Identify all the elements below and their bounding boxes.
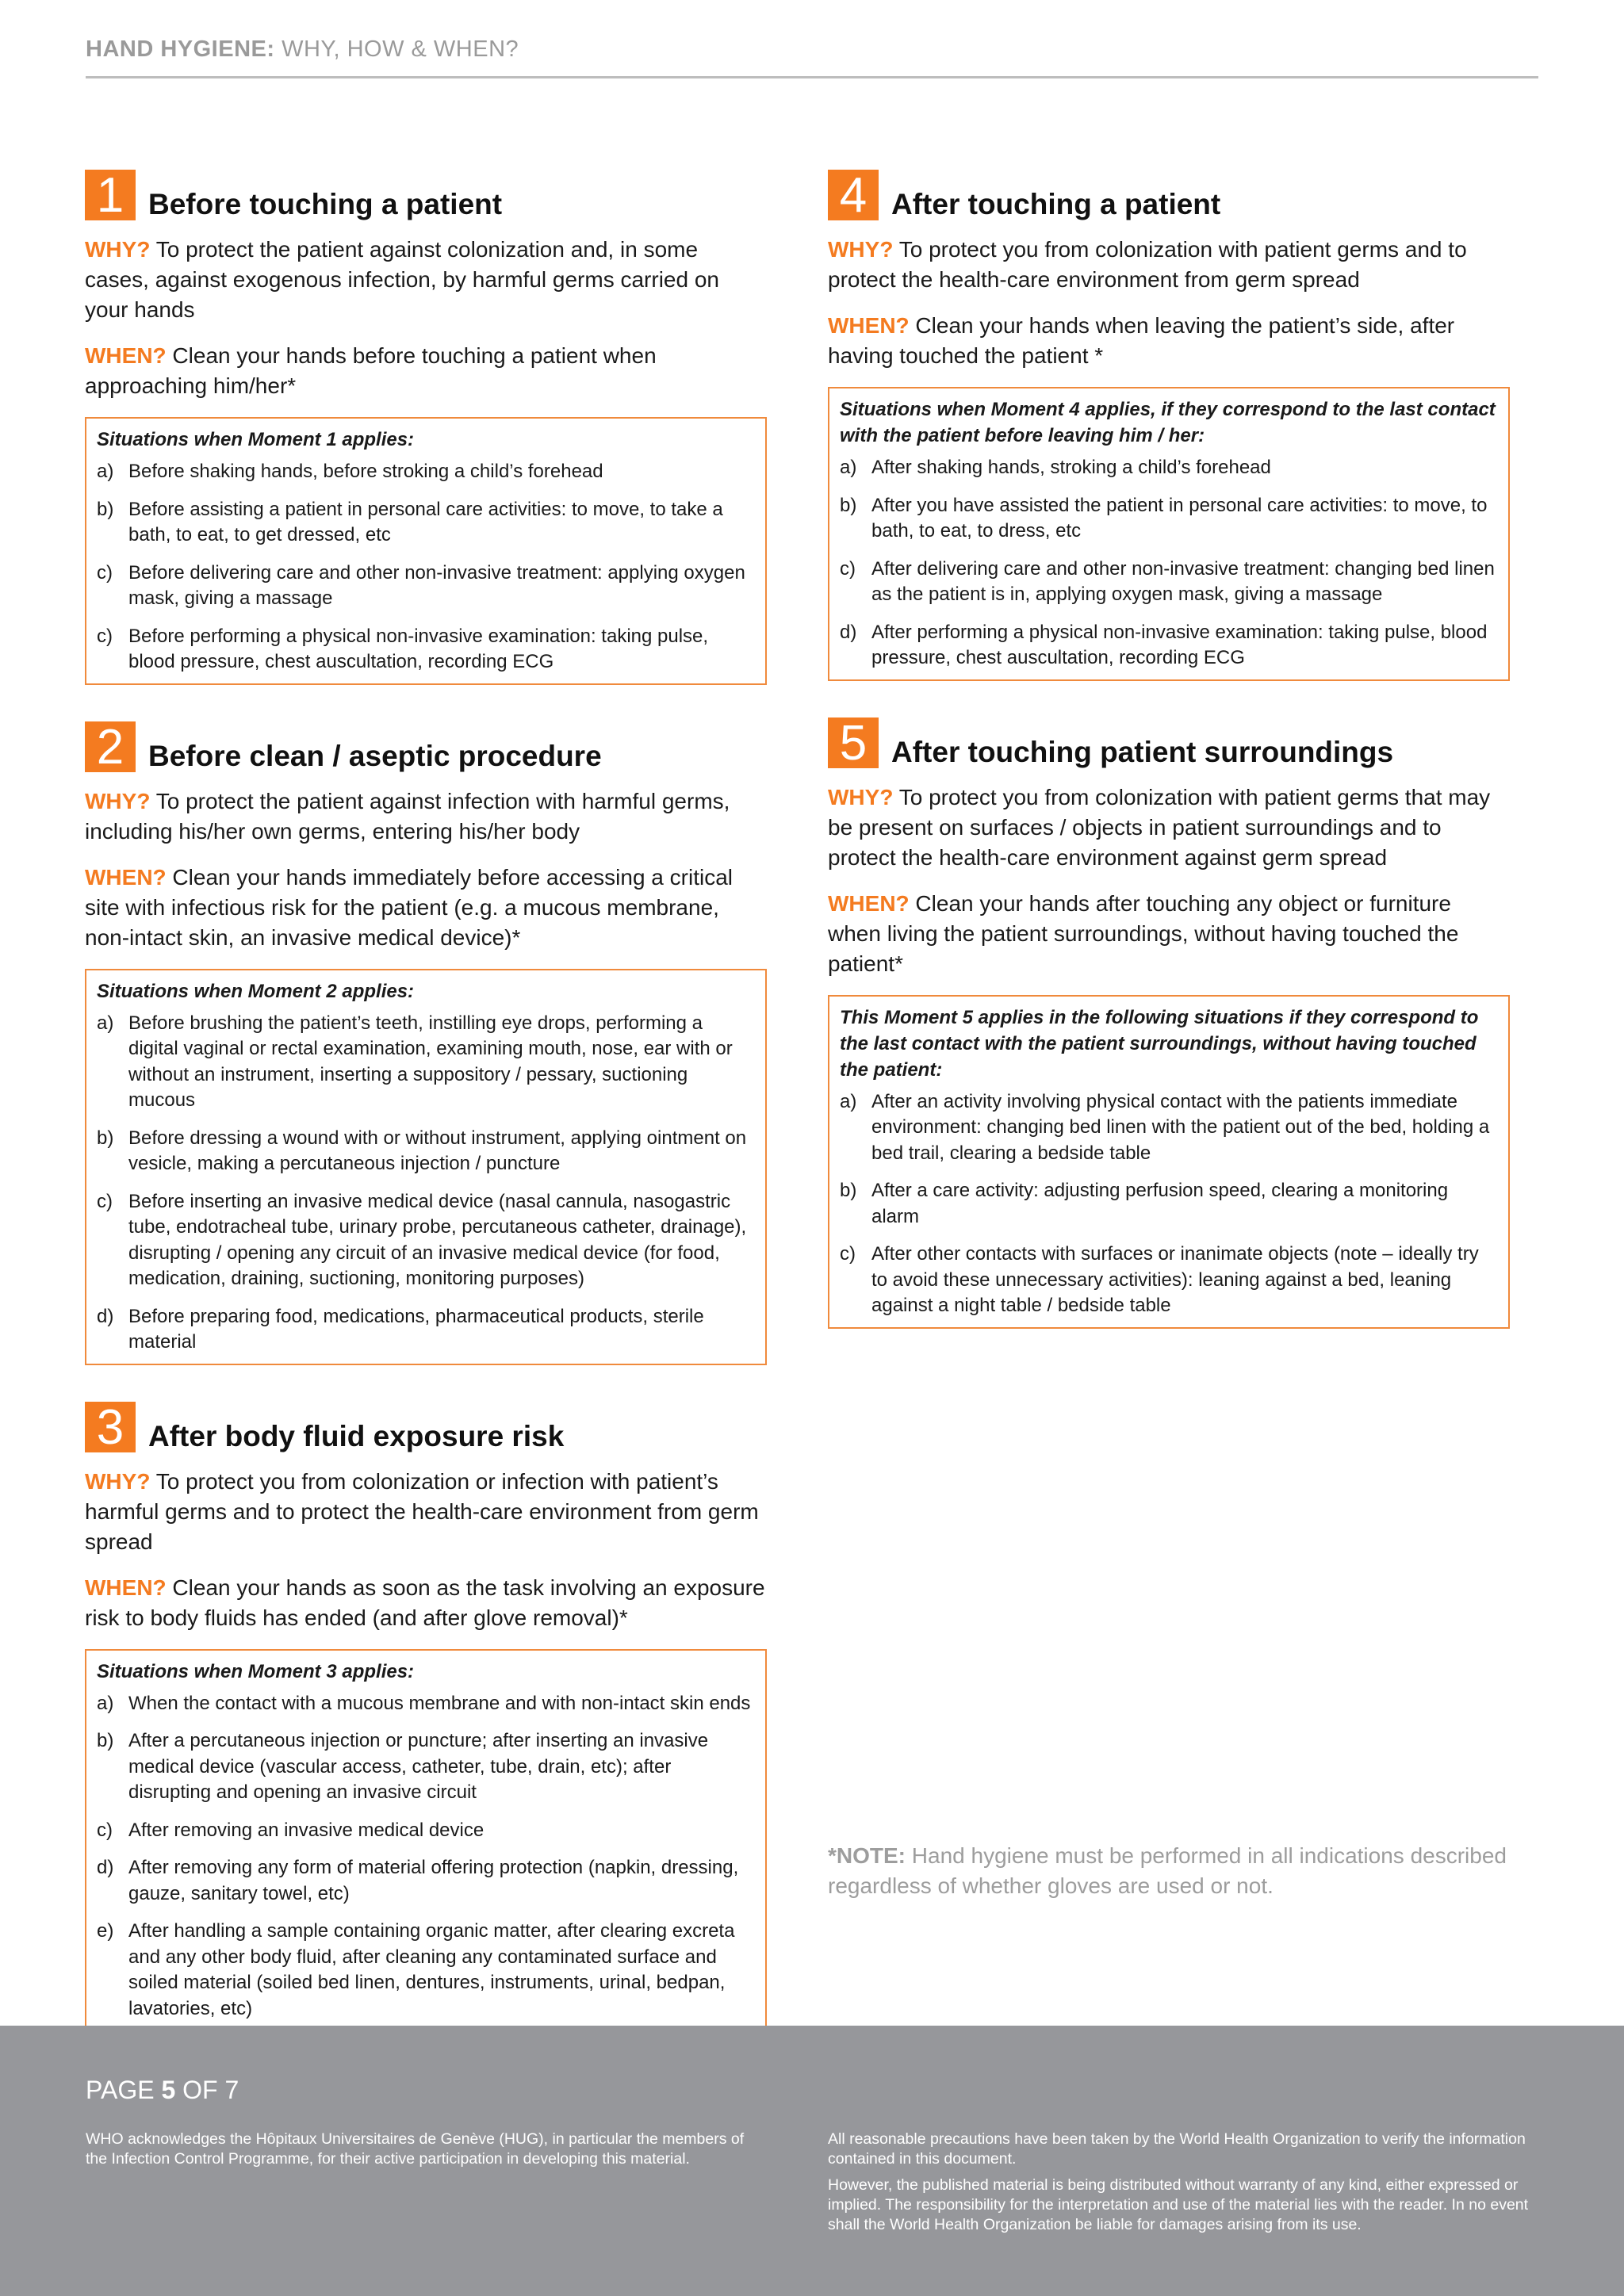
situation-item (97, 1818, 756, 1844)
situation-letter: d) (97, 1305, 114, 1327)
when-text: Clean your hands after touching any object or furniture when living the patient surroundings, without having touched the patient* (828, 890, 1459, 976)
situation-item (97, 624, 756, 675)
why-label: WHY? (85, 237, 151, 262)
when-text: Clean your hands as soon as the task involving an exposure risk to body fluids has ended (and after glove removal)* (85, 1575, 765, 1630)
note-text: Hand hygiene must be performed in all indications described regardless of whether gloves are used or not. (828, 1843, 1507, 1898)
why-label: WHY? (85, 788, 151, 813)
page-prefix: PAGE (86, 2076, 162, 2104)
when-paragraph (85, 1573, 767, 1633)
situation-text: Before delivering care and other non-invasive treatment: applying oxygen mask, giving a massage (128, 561, 745, 609)
situations-box (828, 995, 1510, 1329)
situation-letter: b) (840, 494, 857, 516)
why-paragraph (85, 786, 767, 847)
acknowledgement-text: WHO acknowledges the Hôpitaux Universitaires de Genève (HUG), in particular the members of the Infection Control Programme, for their active participation in developing this material. (86, 2130, 745, 2168)
moment-section-5 (828, 715, 1510, 1329)
moment-section-1 (85, 170, 767, 685)
situations-title: Situations when Moment 3 applies: (97, 1660, 415, 1682)
situation-text: Before dressing a wound with or without instrument, applying ointment on vesicle, making a percutaneous injection / puncture (128, 1127, 747, 1174)
moment-number-badge: 2 (85, 721, 136, 772)
situations-box (85, 969, 767, 1365)
page-header (86, 32, 1538, 78)
why-paragraph (828, 235, 1510, 295)
when-label: WHEN? (85, 343, 167, 368)
situation-letter: a) (97, 461, 114, 482)
situation-letter: b) (97, 1127, 114, 1149)
situation-item (97, 1728, 756, 1806)
situation-text: After shaking hands, stroking a child’s forehead (871, 457, 1271, 478)
when-paragraph (828, 889, 1510, 979)
situation-item (97, 497, 756, 549)
situation-letter: a) (97, 1692, 114, 1714)
when-label: WHEN? (828, 890, 910, 916)
header-title-rest: WHY, HOW & WHEN? (274, 36, 519, 62)
when-label: WHEN? (85, 864, 167, 890)
situation-letter: d) (97, 1857, 114, 1878)
why-paragraph (85, 1467, 767, 1557)
moment-section-3 (85, 1399, 767, 2032)
situation-text: Before performing a physical non-invasive examination: taking pulse, blood pressure, chest auscultation, recording ECG (128, 625, 709, 672)
situation-item (840, 620, 1499, 672)
acknowledgement (86, 2130, 768, 2175)
situation-text: After other contacts with surfaces or inanimate objects (note – ideally try to avoid these unnecessary activities): leaning against a bed, leaning against a night table / bedside table (871, 1243, 1479, 1316)
page-suffix: OF 7 (175, 2076, 239, 2104)
situation-item (97, 1189, 756, 1292)
moment-title: After touching a patient (891, 188, 1221, 220)
when-paragraph (828, 311, 1510, 371)
why-label: WHY? (85, 1468, 151, 1494)
moment-number-badge: 4 (828, 170, 879, 220)
situations-title: Situations when Moment 1 applies: (97, 429, 415, 450)
situations-title: Situations when Moment 4 applies, if they correspond to the last contact with the patient before leaving him / her: (840, 399, 1496, 446)
page-indicator (86, 2074, 239, 2106)
situation-letter: b) (97, 498, 114, 520)
situations-box (828, 387, 1510, 681)
situation-item (97, 1855, 756, 1907)
situation-text: After delivering care and other non-invasive treatment: changing bed linen as the patient is in, applying oxygen mask, giving a massage (871, 557, 1495, 605)
moment-section-4 (828, 170, 1510, 681)
why-text: To protect the patient against infection with harmful germs, including his/her own germs, entering his/her body (85, 788, 730, 844)
situation-item (840, 1178, 1499, 1230)
moment-number-badge: 5 (828, 718, 879, 768)
situation-letter: c) (97, 1190, 113, 1212)
situation-item (97, 1011, 756, 1114)
moment-heading (85, 1399, 767, 1455)
moment-title: Before touching a patient (148, 188, 503, 220)
moment-title: After body fluid exposure risk (148, 1419, 565, 1452)
situation-text: After an activity involving physical contact with the patients immediate environment: changing bed linen with the patient out of the bed, holding a bed trail, clearing a bedside table (871, 1090, 1490, 1164)
page-number: 5 (161, 2076, 176, 2104)
when-label: WHEN? (85, 1575, 167, 1600)
disclaimer-text-2: However, the published material is being distributed without warranty of any kind, either expressed or implied. The responsibility for the interpretation and use of the material lies with the reader. In no event shall the World Health Organization be liable for damages arising from its use. (828, 2176, 1529, 2233)
moment-heading (85, 168, 767, 223)
situation-letter: c) (97, 1819, 113, 1841)
disclaimer-text-1: All reasonable precautions have been taken by the World Health Organization to verify the information contained in this document. (828, 2130, 1526, 2168)
why-text: To protect the patient against colonization and, in some cases, against exogenous infection, by harmful germs carried on your hands (85, 237, 719, 322)
why-text: To protect you from colonization or infection with patient’s harmful germs and to protect the health-care environment from germ spread (85, 1468, 759, 1554)
situation-item (840, 1089, 1499, 1167)
situation-letter: a) (97, 1012, 114, 1034)
why-text: To protect you from colonization with patient germs and to protect the health-care environment from germ spread (828, 237, 1467, 292)
situation-text: After a percutaneous injection or puncture; after inserting an invasive medical device (vascular access, catheter, tube, drain, etc); after disrupting and opening an invasive circuit (128, 1730, 709, 1803)
when-text: Clean your hands immediately before accessing a critical site with infectious risk for the patient (e.g. a mucous membrane, non-intact skin, an invasive medical device)* (85, 864, 733, 950)
moment-title: After touching patient surroundings (891, 735, 1394, 768)
situation-item (97, 459, 756, 485)
why-label: WHY? (828, 237, 894, 262)
situation-text: When the contact with a mucous membrane and with non-intact skin ends (128, 1692, 751, 1714)
situations-box (85, 1649, 767, 2032)
situation-letter: c) (840, 557, 856, 580)
situations-title: Situations when Moment 2 applies: (97, 980, 415, 1002)
situation-letter: b) (840, 1180, 857, 1201)
situation-text: Before shaking hands, before stroking a child’s forehead (128, 461, 603, 482)
header-title-bold: HAND HYGIENE: (86, 36, 275, 62)
situation-letter: a) (840, 1090, 857, 1112)
left-column (85, 170, 767, 2068)
situation-text: Before brushing the patient’s teeth, instilling eye drops, performing a digital vaginal or rectal examination, examining mouth, nose, ear with or without an instrument, inserting a suppository / pessary, suctioning mucous (128, 1012, 733, 1111)
when-paragraph (85, 341, 767, 401)
situation-text: After handling a sample containing organic matter, after clearing excreta and any other body fluid, after cleaning any contaminated surface and soiled material (soiled bed linen, dentures, instruments, urinal, bedpan, lavatories, etc) (128, 1920, 735, 2019)
why-label: WHY? (828, 784, 894, 809)
situation-text: After a care activity: adjusting perfusion speed, clearing a monitoring alarm (871, 1180, 1449, 1227)
situation-letter: c) (97, 561, 113, 584)
right-column (828, 170, 1510, 1365)
situation-letter: c) (97, 625, 113, 647)
situations-box (85, 417, 767, 685)
when-text: Clean your hands when leaving the patient’s side, after having touched the patient * (828, 313, 1455, 368)
situation-item (97, 1126, 756, 1177)
situations-title: This Moment 5 applies in the following situations if they correspond to the last contact with the patient surroundings, without having touched the patient: (840, 1006, 1479, 1081)
situation-text: After performing a physical non-invasive examination: taking pulse, blood pressure, chest auscultation, recording ECG (871, 621, 1488, 668)
situation-letter: c) (840, 1243, 856, 1265)
header-title (86, 32, 1538, 67)
situation-item (840, 493, 1499, 545)
moment-section-2 (85, 721, 767, 1365)
situation-item (840, 557, 1499, 608)
when-label: WHEN? (828, 313, 910, 338)
moment-number-badge: 1 (85, 170, 136, 220)
situation-item (840, 455, 1499, 481)
when-text: Clean your hands before touching a patient when approaching him/her* (85, 343, 657, 398)
why-text: To protect you from colonization with patient germs that may be present on surfaces / objects in patient surroundings and to protect the health-care environment against germ spread (828, 784, 1491, 870)
situation-letter: e) (97, 1920, 114, 1942)
situation-letter: a) (840, 457, 857, 478)
footnote (828, 1841, 1510, 1901)
situation-letter: d) (840, 621, 857, 643)
situation-text: Before preparing food, medications, pharmaceutical products, sterile material (128, 1305, 704, 1353)
situation-item (840, 1242, 1499, 1319)
situation-item (97, 1304, 756, 1356)
situation-text: After removing any form of material offering protection (napkin, dressing, gauze, sanitary towel, etc) (128, 1857, 739, 1904)
situation-text: After you have assisted the patient in personal care activities: to move, to bath, to eat, to dress, etc (871, 494, 1488, 541)
note-label: *NOTE: (828, 1843, 906, 1868)
moment-number-badge: 3 (85, 1402, 136, 1452)
disclaimer (828, 2130, 1542, 2241)
situation-text: After removing an invasive medical device (128, 1819, 485, 1841)
moment-heading (828, 715, 1510, 771)
situation-item (97, 1691, 756, 1717)
situation-text: Before assisting a patient in personal care activities: to move, to take a bath, to eat, to get dressed, etc (128, 498, 723, 545)
situation-text: Before inserting an invasive medical device (nasal cannula, nasogastric tube, endotracheal tube, urinary probe, percutaneous catheter, drainage), disrupting / opening any circuit of an invasive medical device (for food, medication, draining, suctioning, monitoring purposes) (128, 1190, 747, 1289)
why-paragraph (85, 235, 767, 325)
situation-item (97, 1919, 756, 2022)
page-footer (0, 2026, 1624, 2296)
situation-item (97, 561, 756, 612)
moment-heading (85, 719, 767, 775)
when-paragraph (85, 863, 767, 953)
moment-title: Before clean / aseptic procedure (148, 739, 602, 772)
why-paragraph (828, 783, 1510, 873)
situation-letter: b) (97, 1730, 114, 1751)
moment-heading (828, 168, 1510, 223)
